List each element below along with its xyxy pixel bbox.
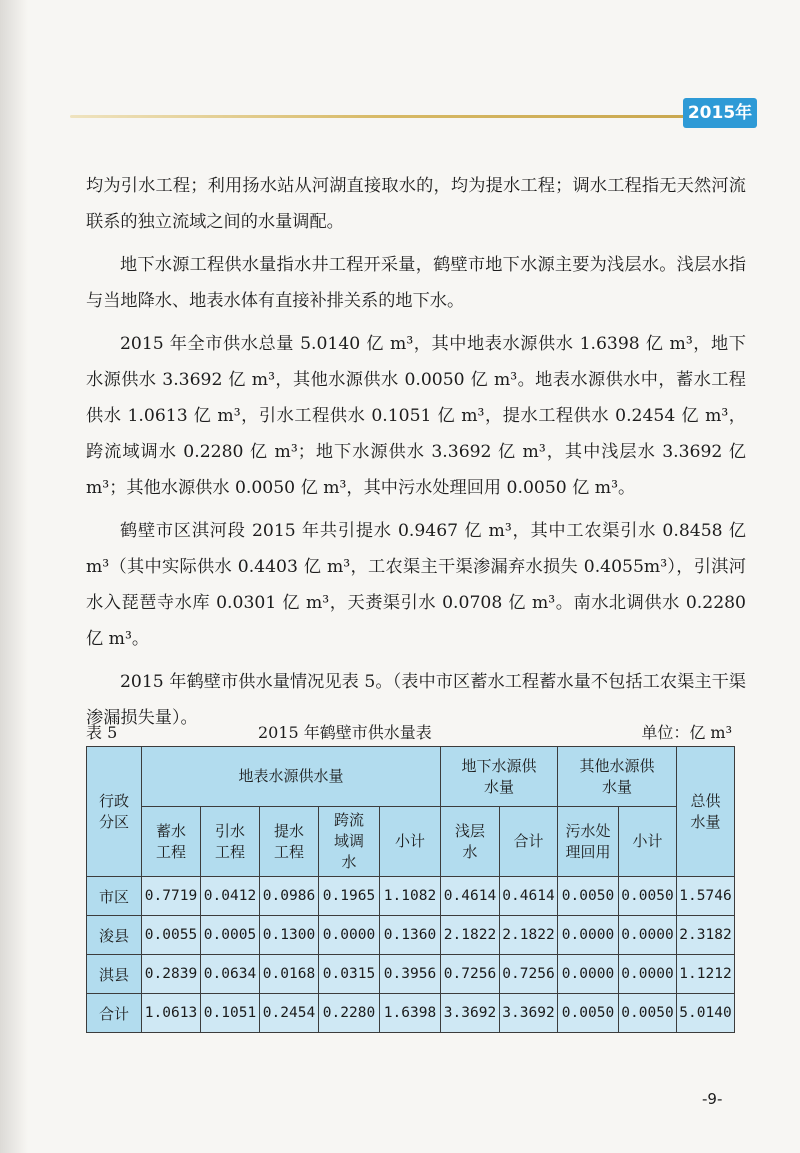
header-rule — [70, 115, 700, 118]
year-badge: 2015年 — [683, 98, 757, 128]
cell: 5.0140 — [677, 994, 735, 1033]
header-surface-subtotal: 小计 — [380, 807, 441, 877]
cell: 0.0412 — [201, 877, 260, 916]
header-shallow: 浅层水 — [441, 807, 500, 877]
cell: 0.0168 — [260, 955, 319, 994]
paragraph-4: 鹤壁市区淇河段 2015 年共引提水 0.9467 亿 m³，其中工农渠引水 0.8458 亿 m³（其中实际供水 0.4403 亿 m³，工农渠主干渠渗漏弃水损失 0.4055m³），引淇河水入琵琶寺水库 0.0301 亿 m³，天赉渠引水 0.0708 亿 m³。南水北调供水 0.2280 亿 m³。 — [86, 521, 746, 649]
cell: 1.5746 — [677, 877, 735, 916]
cell: 3.3692 — [441, 994, 500, 1033]
cell: 0.0055 — [142, 916, 201, 955]
cell: 1.1082 — [380, 877, 441, 916]
table-row — [87, 916, 735, 955]
cell: 0.1965 — [319, 877, 380, 916]
header-surface-group: 地表水源供水量 — [142, 747, 441, 807]
cell: 0.2839 — [142, 955, 201, 994]
cell: 0.1360 — [380, 916, 441, 955]
cell: 0.4614 — [441, 877, 500, 916]
cell: 2.1822 — [441, 916, 500, 955]
cell: 0.0050 — [558, 994, 619, 1033]
cell: 0.0000 — [558, 916, 619, 955]
header-district: 行政分区 — [87, 747, 142, 877]
header-cross-basin: 跨流域调水 — [319, 807, 380, 877]
header-total: 总供水量 — [677, 747, 735, 877]
header-ground-group: 地下水源供水量 — [441, 747, 558, 807]
cell: 0.0000 — [619, 955, 677, 994]
row-name: 市区 — [87, 877, 142, 916]
cell: 0.7256 — [500, 955, 558, 994]
table-unit: 单位：亿 m³ — [641, 723, 732, 742]
cell: 0.0315 — [319, 955, 380, 994]
cell: 1.6398 — [380, 994, 441, 1033]
cell: 1.0613 — [142, 994, 201, 1033]
header-ground-total: 合计 — [500, 807, 558, 877]
row-name: 淇县 — [87, 955, 142, 994]
cell: 0.0000 — [558, 955, 619, 994]
header-lifting: 提水工程 — [260, 807, 319, 877]
row-name: 浚县 — [87, 916, 142, 955]
table-label: 表 5 — [86, 723, 118, 742]
page-number: -9- — [702, 1090, 723, 1108]
paragraph-1: 均为引水工程；利用扬水站从河湖直接取水的，均为提水工程；调水工程指无天然河流联系的独立流域之间的水量调配。 — [86, 176, 746, 232]
cell: 0.0986 — [260, 877, 319, 916]
paragraph-2: 地下水源工程供水量指水井工程开采量，鹤壁市地下水源主要为浅层水。浅层水指与当地降水、地表水体有直接补排关系的地下水。 — [86, 255, 746, 311]
page-edge-shadow — [0, 0, 28, 1153]
table-row — [87, 877, 735, 916]
cell: 1.1212 — [677, 955, 735, 994]
cell: 3.3692 — [500, 994, 558, 1033]
paragraph-5: 2015 年鹤壁市供水量情况见表 5。（表中市区蓄水工程蓄水量不包括工农渠主干渠渗漏损失量）。 — [86, 672, 746, 728]
cell: 0.2280 — [319, 994, 380, 1033]
table-row-total — [87, 994, 735, 1033]
cell: 0.0000 — [619, 916, 677, 955]
header-other-group: 其他水源供水量 — [558, 747, 677, 807]
row-name: 合计 — [87, 994, 142, 1033]
cell: 0.0634 — [201, 955, 260, 994]
cell: 0.0050 — [558, 877, 619, 916]
table-row — [87, 955, 735, 994]
cell: 0.0005 — [201, 916, 260, 955]
cell: 0.0050 — [619, 994, 677, 1033]
cell: 0.1051 — [201, 994, 260, 1033]
cell: 0.4614 — [500, 877, 558, 916]
body-text — [86, 168, 746, 743]
cell: 2.3182 — [677, 916, 735, 955]
cell: 0.0000 — [319, 916, 380, 955]
table-caption — [86, 720, 732, 744]
header-diversion: 引水工程 — [201, 807, 260, 877]
paragraph-3: 2015 年全市供水总量 5.0140 亿 m³，其中地表水源供水 1.6398 亿 m³，地下水源供水 3.3692 亿 m³，其他水源供水 0.0050 亿 m³。地表水源供水中，蓄水工程供水 1.0613 亿 m³，引水工程供水 0.1051 亿 m³，提水工程供水 0.2454 亿 m³，跨流域调水 0.2280 亿 m³；地下水源供水 3.3692 亿 m³，其中浅层水 3.3692 亿 m³；其他水源供水 0.0050 亿 m³，其中污水处理回用 0.0050 亿 m³。 — [86, 334, 746, 498]
header-other-subtotal: 小计 — [619, 807, 677, 877]
table-title: 2015 年鹤壁市供水量表 — [258, 723, 432, 742]
header-storage: 蓄水工程 — [142, 807, 201, 877]
cell: 0.7256 — [441, 955, 500, 994]
cell: 0.1300 — [260, 916, 319, 955]
cell: 0.3956 — [380, 955, 441, 994]
header-sewage: 污水处理回用 — [558, 807, 619, 877]
cell: 0.2454 — [260, 994, 319, 1033]
cell: 0.0050 — [619, 877, 677, 916]
cell: 0.7719 — [142, 877, 201, 916]
water-supply-table — [86, 746, 735, 1033]
cell: 2.1822 — [500, 916, 558, 955]
